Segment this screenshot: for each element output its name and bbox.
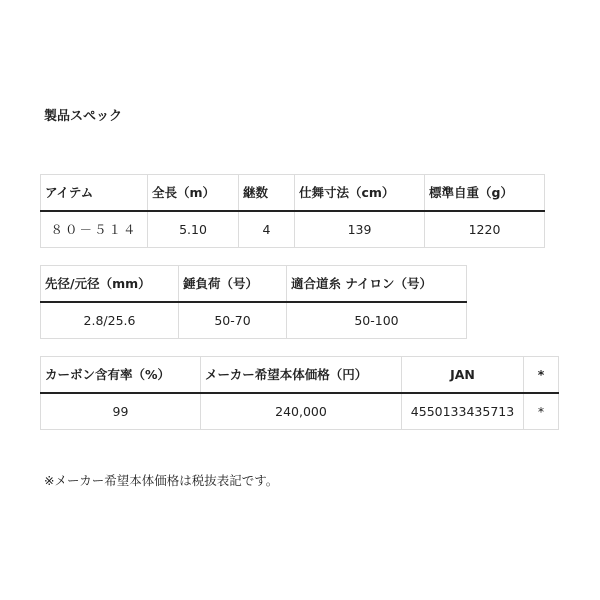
header-item: アイテム — [41, 175, 148, 212]
header-line-nylon: 適合道糸 ナイロン（号） — [287, 266, 467, 303]
header-carbon-content: カーボン含有率（%） — [41, 357, 201, 394]
table-row — [41, 393, 559, 430]
cell-carbon-content: 99 — [41, 393, 201, 430]
spec-table-basic — [40, 174, 545, 248]
cell-weight: 1220 — [425, 211, 545, 248]
header-asterisk: * — [524, 357, 559, 394]
price-note: ※メーカー希望本体価格は税抜表記です。 — [44, 473, 279, 488]
header-jan: JAN — [402, 357, 524, 394]
cell-diameter: 2.8/25.6 — [41, 302, 179, 339]
header-tip-butt-diameter: 先径/元径（mm） — [41, 266, 179, 303]
cell-price: 240,000 — [201, 393, 402, 430]
cell-sinker-load: 50-70 — [179, 302, 287, 339]
table-row — [41, 302, 467, 339]
cell-closed-length: 139 — [295, 211, 425, 248]
table-header-row — [41, 357, 559, 394]
section-title: 製品スペック — [44, 109, 123, 124]
spec-table-price — [40, 356, 559, 430]
spec-table-line — [40, 265, 467, 339]
cell-length: 5.10 — [148, 211, 239, 248]
cell-line-nylon: 50-100 — [287, 302, 467, 339]
header-closed-length: 仕舞寸法（cm） — [295, 175, 425, 212]
header-length: 全長（m） — [148, 175, 239, 212]
header-weight: 標準自重（g） — [425, 175, 545, 212]
header-sections: 継数 — [239, 175, 295, 212]
cell-sections: 4 — [239, 211, 295, 248]
cell-jan: 4550133435713 — [402, 393, 524, 430]
table-header-row — [41, 266, 467, 303]
table-row — [41, 211, 545, 248]
table-header-row — [41, 175, 545, 212]
cell-asterisk: * — [524, 393, 559, 430]
header-sinker-load: 錘負荷（号） — [179, 266, 287, 303]
header-price: メーカー希望本体価格（円） — [201, 357, 402, 394]
cell-item-code: ８０－５１４ — [41, 211, 148, 248]
